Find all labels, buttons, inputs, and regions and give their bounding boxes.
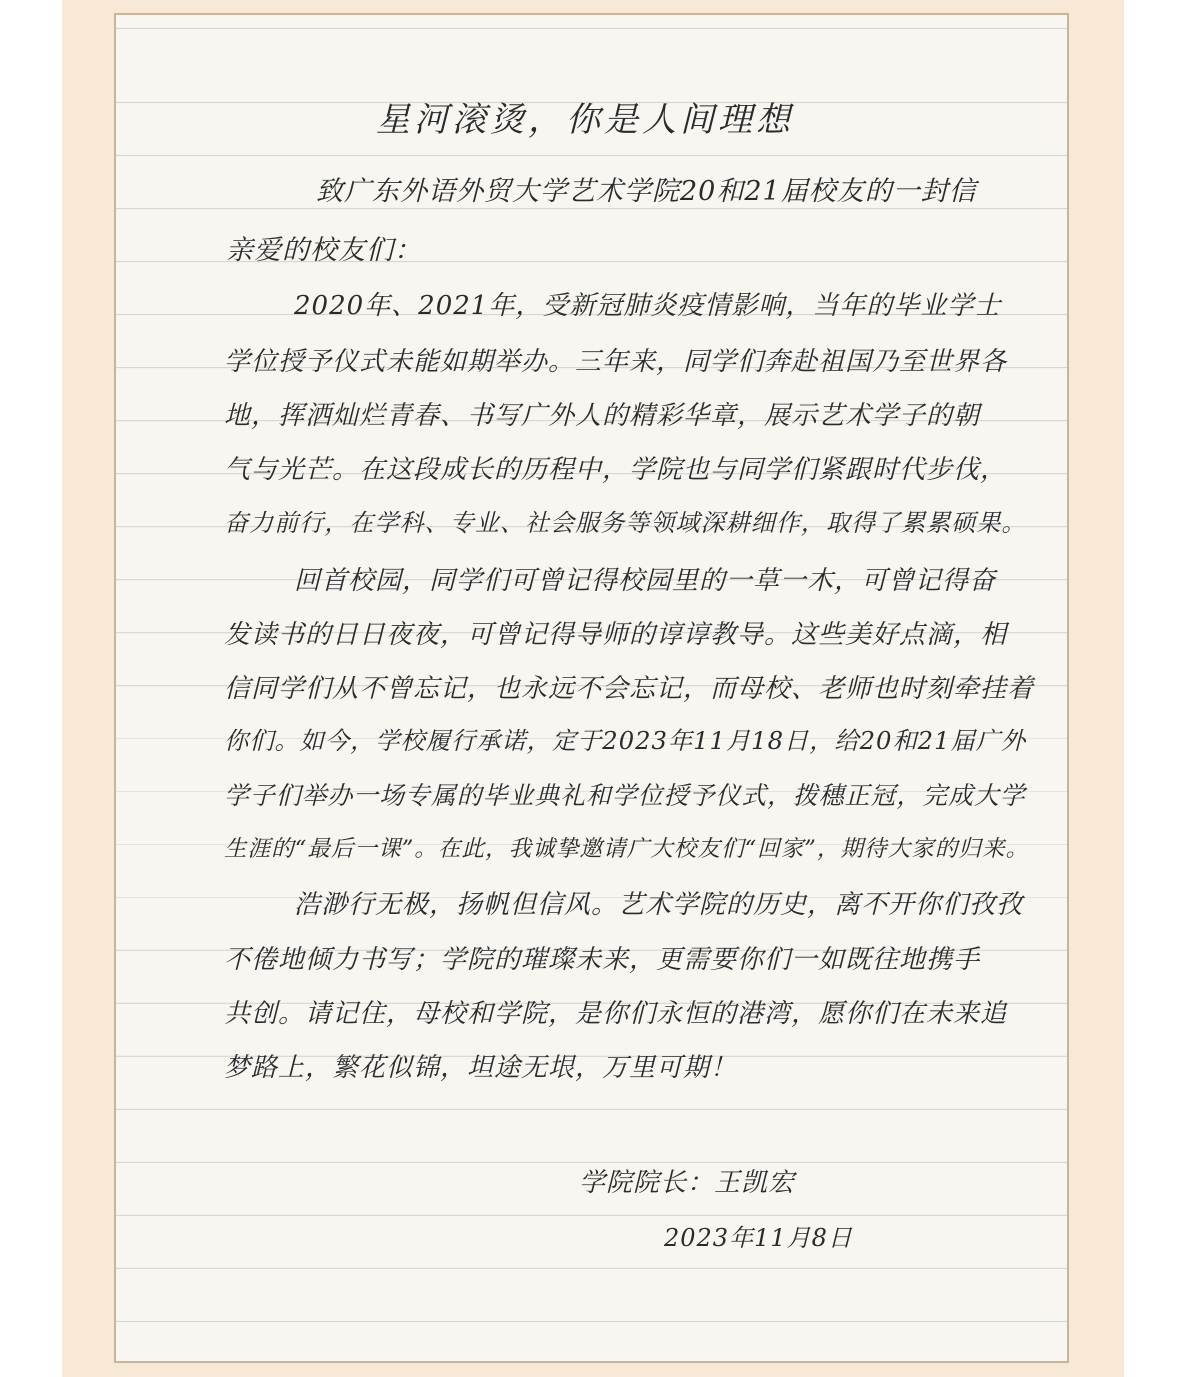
letter-line: 发读书的日日夜夜，可曾记得导师的谆谆教导。这些美好点滴，相 xyxy=(224,620,1008,650)
letter-salutation: 亲爱的校友们： xyxy=(226,235,422,266)
letter-line: 奋力前行，在学科、专业、社会服务等领域深耕细作，取得了累累硕果。 xyxy=(224,509,1027,537)
letter-line: 2020年、2021年，受新冠肺炎疫情影响，当年的毕业学士 xyxy=(294,291,1002,321)
letter-date: 2023年11月8日 xyxy=(664,1224,853,1252)
letter-line: 回首校园，同学们可曾记得校园里的一草一木，可曾记得奋 xyxy=(294,566,997,596)
letter-title: 星河滚烫，你是人间理想 xyxy=(376,100,794,140)
letter-subtitle: 致广东外语外贸大学艺术学院20和21届校友的一封信 xyxy=(316,176,977,207)
letter-line: 气与光芒。在这段成长的历程中，学院也与同学们紧跟时代步伐， xyxy=(224,455,1008,485)
letter-line: 共创。请记住，母校和学院，是你们永恒的港湾，愿你们在未来追 xyxy=(224,999,1008,1029)
letter-line: 梦路上，繁花似锦，坦途无垠，万里可期！ xyxy=(224,1053,738,1083)
letter-line: 生涯的“最后一课”。在此，我诚挚邀请广大校友们“回家”，期待大家的归来。 xyxy=(224,836,1030,862)
letter-signature: 学院院长：王凯宏 xyxy=(579,1168,796,1198)
letter-line: 学子们举办一场专属的毕业典礼和学位授予仪式，拨穗正冠，完成大学 xyxy=(224,781,1026,810)
letter-line: 不倦地倾力书写；学院的璀璨未来，更需要你们一如既往地携手 xyxy=(224,945,981,975)
handwritten-letter-sheet xyxy=(114,13,1069,1363)
letter-line: 你们。如今，学校履行承诺，定于2023年11月18日，给20和21届广外 xyxy=(224,727,1027,755)
letter-line: 学位授予仪式未能如期举办。三年来，同学们奔赴祖国乃至世界各 xyxy=(224,347,1008,377)
letter-line: 信同学们从不曾忘记，也永远不会忘记，而母校、老师也时刻牵挂着 xyxy=(224,674,1035,704)
letter-line: 浩渺行无极，扬帆但信风。艺术学院的历史，离不开你们孜孜 xyxy=(294,890,1024,920)
letter-line: 地，挥洒灿烂青春、书写广外人的精彩华章，展示艺术学子的朝 xyxy=(224,401,981,431)
